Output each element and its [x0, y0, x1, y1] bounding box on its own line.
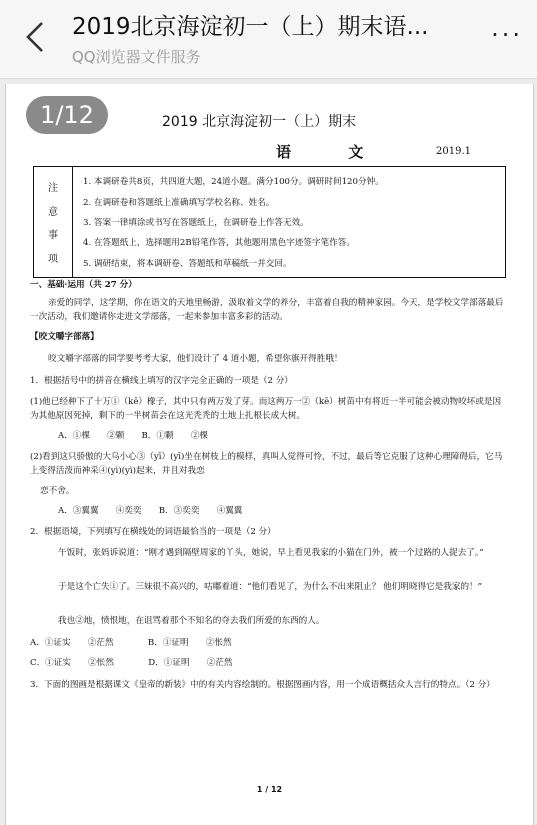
question-2-passage-3: 我也②地，愤恨地，在诅骂着那个不知名的夺去我们所爱的东西的人。	[58, 616, 325, 626]
top-bar	[0, 0, 537, 79]
question-1-passage: (1)他已经种下了十万①（kē）橡子，其中只有两万发了芽。而这两万一②（kē）树苗中有将近一半可能会被动物咬坏或是因为其他原因死掉，剩下的一半树苗会在这光秃秃的土地上扎根长成大树。	[30, 397, 502, 421]
answer-options: A．①证实 ②茫然 B．①证明 ②怅然	[30, 638, 232, 648]
more-menu-icon[interactable]: ...	[491, 14, 523, 42]
question-2: 2．根据语境，下列填写在横线处的词语最恰当的一项是（2 分）	[30, 527, 276, 537]
notice-label-char: 意	[48, 206, 58, 218]
body-text: 咬文嚼字部落的同学要考考大家，他们设计了 4 道小题，希望你旗开得胜哦！	[48, 354, 343, 364]
notice-box	[33, 166, 506, 278]
answer-options: C．①证实 ②怅然 D．①证明 ②茫然	[30, 658, 233, 668]
answer-options: A．③翼翼 ④奕奕 B．③奕奕 ④翼翼	[58, 506, 243, 516]
body-text: 恋不舍。	[40, 486, 75, 496]
notice-label-char: 项	[48, 253, 58, 265]
service-subtitle: QQ浏览器文件服务	[72, 48, 201, 66]
section-heading: 一、基础·运用（共 27 分）	[30, 280, 137, 290]
question-3: 3．下面的图画是根据课文《皇帝的新装》中的有关内容绘制的。根据图画内容，用一个成语概括众人言行的特点。（2 分）	[30, 680, 495, 690]
notice-item: 4. 在答题纸上，选择题用2B铅笔作答，其他题用黑色字迹签字笔作答。	[83, 238, 355, 249]
file-title: 2019北京海淀初一（上）期末语...	[72, 14, 429, 40]
subsection-heading: 【咬文嚼字部落】	[30, 332, 99, 342]
notice-label-char: 注	[48, 183, 58, 195]
question-1: 1．根据括号中的拼音在横线上填写的汉字完全正确的一项是（2 分）	[30, 376, 293, 386]
notice-list	[73, 167, 505, 277]
back-arrow-icon[interactable]	[22, 20, 50, 54]
document-page[interactable]	[5, 84, 534, 825]
notice-item: 3. 答案一律填涂或书写在答题纸上，在调研卷上作答无效。	[83, 217, 309, 228]
notice-item: 1. 本调研卷共8页，共四道大题，24道小题。满分100分。调研时间120分钟。	[83, 177, 384, 188]
notice-label	[34, 167, 73, 277]
doc-date: 2019.1	[436, 146, 471, 157]
question-2-passage: 午饭时，张妈诉说道：“刚才遇到隔壁周家的丫头，她说，早上看见我家的小猫在门外，被一个过路的人捉去了。”	[58, 548, 484, 558]
notice-label-char: 事	[48, 230, 58, 242]
notice-item: 2. 在调研卷和答题纸上准确填写学校名称、姓名。	[83, 197, 275, 208]
question-1-passage-2: (2)看到这只骄傲的大乌小心③（yī）(yī)坐在树枝上的模样，真叫人觉得可怜，不过，最后等它克服了这种心理障碍后，它马上变得活泼而神采④(yì)(yì)起来，并且对我恋	[30, 452, 503, 476]
answer-options: A．①棵 ②颗 B．①颗 ②棵	[58, 431, 209, 441]
question-2-passage-2: 于是这个亡失①了。三妹很不高兴的，咕嘟着道：“他们看见了，为什么不出来阻止？ 他们明晓得它是我家的！”	[58, 582, 483, 592]
doc-title: 2019 北京海淀初一（上）期末	[162, 114, 357, 130]
page-number: 1 / 12	[256, 785, 283, 794]
page-indicator-badge: 1/12	[26, 96, 108, 134]
notice-item: 5. 调研结束，将本调研卷、答题纸和草稿纸一并交回。	[83, 258, 292, 269]
doc-subject: 语 文	[276, 143, 390, 161]
intro-paragraph: 亲爱的同学，这学期，你在语文的天地里畅游，汲取着文学的养分，丰富着自我的精神家园。今天，是学校文学部落最后一次活动，我们邀请你走进文学部落，一起来参加丰富多彩的活动。	[30, 298, 504, 322]
